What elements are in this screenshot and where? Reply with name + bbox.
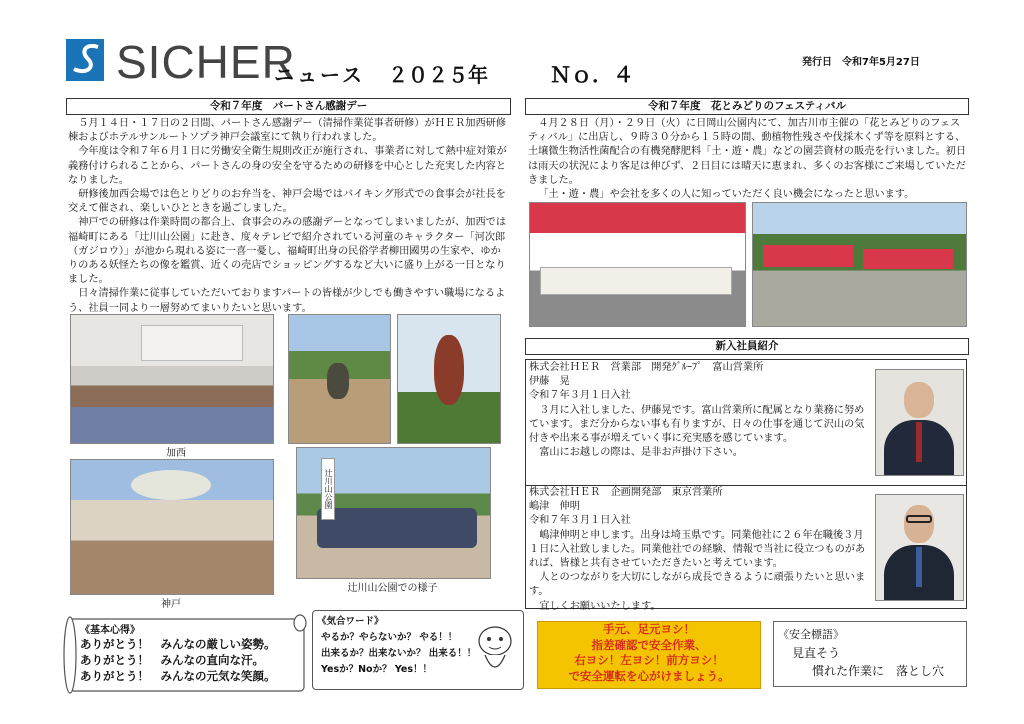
- sicher-logo-icon: [66, 39, 104, 81]
- left-article-heading: 令和７年度 パートさん感謝デー: [66, 98, 511, 115]
- staff-name: 伊藤 晃: [529, 376, 570, 388]
- basic-rules-title: 《基本心得》: [80, 625, 140, 636]
- safety-call-box: [537, 621, 761, 689]
- staff-bio: 嶋津伸明と申します。出身は埼玉県です。同業他社に２６年在職後３月１日に入社致しました。同業他社での経験、情報で当社に役立つものがあれば、皆様と共有させていただきたいと考えています。: [529, 529, 866, 570]
- safety-call-line: 右ヨシ！左ヨシ！前方ヨシ！: [574, 653, 724, 667]
- safety-slogan-line: 見直そう: [792, 646, 841, 660]
- spirit-word-line: 出来るか？出来ないか？ 出来る！！: [321, 648, 477, 659]
- staff-bio: 人とのつながりを大切にしながら成長できるように頑張りたいと思います。: [529, 572, 866, 598]
- staff-joined: 令和７年３月１日入社: [529, 515, 631, 527]
- new-staff-heading: 新入社員紹介: [525, 338, 969, 355]
- park-sign: 辻川山公園: [321, 458, 335, 520]
- staff-member: [529, 486, 869, 614]
- staff-portrait: [875, 369, 964, 476]
- issue-date: 発行日 令和7年5月27日: [802, 57, 920, 68]
- staff-member: [529, 361, 869, 460]
- kappa-statue-photo: [397, 314, 501, 444]
- basic-rule-line: ありがとう！ みんなの元気な笑顔。: [80, 669, 276, 683]
- spirit-word-line: やるか？やらないか？ やる！！: [321, 632, 458, 643]
- spirit-words-box: [312, 610, 524, 690]
- right-article-heading: 令和７年度 花とみどりのフェスティバル: [525, 98, 969, 115]
- park-group-photo: [296, 447, 491, 579]
- issue-year: ２０２５年: [388, 63, 488, 87]
- festival-booth-photo: [529, 202, 746, 327]
- kobe-caption: 神戸: [161, 599, 181, 610]
- left-paragraph: 日々清掃作業に従事していただいておりますパートの皆様が少しでも働きやすい職場になるよう、社員一同より一層努めてまいりたいと思います。: [68, 288, 506, 314]
- basic-rule-line: ありがとう！ みんなの直向な汗。: [80, 653, 264, 667]
- staff-portrait: [875, 494, 964, 601]
- staff-name: 嶋津 伸明: [529, 501, 580, 513]
- left-paragraph: 神戸での研修は作業時間の都合上、食事会のみの感謝デーとなってしまいましたが、加西では福崎町にある「辻川山公園」に赴き、度々テレビで紹介されている河童のキャラクター「河次郎（ガジロウ）」が池から現れる姿に一喜一憂し、福崎町出身の民俗学者柳田國男の生家や、ゆかりのある妖怪たちの像を鑑賞、近くの売店でショッピングするなど大いに盛り上がる一日となりました。: [68, 217, 507, 286]
- news-label: ニュース: [274, 63, 365, 87]
- basic-rules: [80, 621, 300, 684]
- spirit-word-line: Yesか？Noか？ Yes！！: [321, 664, 432, 675]
- staff-bio: 富山にお越しの際は、是非お声掛け下さい。: [539, 447, 743, 459]
- safety-call-line: で安全運転を心がけましょう。: [568, 668, 730, 683]
- staff-joined: 令和７年３月１日入社: [529, 390, 631, 402]
- staff-bio: ３月に入社しました、伊藤晃です。富山営業所に配属となり業務に努めています。まだ分からない事も有りますが、日々の仕事を通じて沢山の気付きや出来る事が増えていく事に充実感を感じています。: [529, 404, 865, 445]
- staff-affiliation: 株式会社ＨＥＲ 営業部 開発ｸﾞﾙｰﾌﾟ 富山営業所: [529, 362, 764, 373]
- spirit-words-title: 《気合ワード》: [317, 616, 384, 627]
- park-kappa-photo: [288, 314, 391, 444]
- safety-slogan-box: [773, 621, 967, 687]
- left-article-body: [68, 117, 508, 316]
- staff-bio: 宜しくお願いいたします。: [539, 600, 661, 612]
- park-caption: 辻川山公園での様子: [347, 583, 438, 594]
- festival-tents-photo: [752, 202, 967, 327]
- kasai-caption: 加西: [166, 448, 186, 459]
- safety-slogan-line: 慣れた作業に 落とし穴: [812, 664, 945, 678]
- left-paragraph: ５月１４日・１７日の２日間、パートさん感謝デー（清掃作業従事者研修）がＨＥＲ加西研修棟およびホテルサンルートソプラ神戸会議室にて執り行われました。: [68, 118, 507, 144]
- kobe-banquet-photo: [70, 459, 274, 595]
- brand-name: SICHER: [116, 36, 296, 88]
- safety-slogan-title: 《安全標語》: [778, 628, 844, 641]
- kasai-meeting-photo: [70, 314, 274, 444]
- mascot-icon: [471, 619, 519, 683]
- issue-number: Ｎｏ．４: [550, 63, 634, 87]
- right-article-body: [528, 117, 968, 202]
- basic-rule-line: ありがとう！ みんなの厳しい姿勢。: [80, 637, 276, 651]
- right-paragraph: ４月２８日（月）・２９日（火）に日岡山公園内にて、加古川市主催の「花とみどりのフェスティバル」に出店し、９時３０分から１５時の間、動植物性残さや伐採木くず等を原料とする、土壌微生物活性菌配合の有機発酵肥料「土・遊・農」などの園芸資材の販売を行いました。初日は雨天の状況により客足は伸びず、２日目には晴天に恵まれ、多くのお客様にご来場していただきました。: [528, 118, 967, 186]
- safety-call-line: 指差確認で安全作業、: [591, 637, 707, 652]
- safety-call-line: 手元、足元ヨシ！: [603, 622, 695, 636]
- left-paragraph: 研修後加西会場では色とりどりのお弁当を、神戸会場ではバイキング形式での食事会が社長を交えて催され、楽しいひとときを過ごしました。: [68, 189, 506, 215]
- masthead: [66, 37, 966, 87]
- staff-affiliation: 株式会社ＨＥＲ 企画開発部 東京営業所: [529, 487, 723, 498]
- left-paragraph: 今年度は令和７年６月１日に労働安全衛生規則改正が施行され、事業者に対して熱中症対策が義務付けられることから、パートさんの身の安全を守るための研修を中心とした充実した内容となりました。: [68, 146, 507, 186]
- right-paragraph: 「土・遊・農」や会社を多くの人に知っていただく良い機会になったと思います。: [538, 189, 915, 201]
